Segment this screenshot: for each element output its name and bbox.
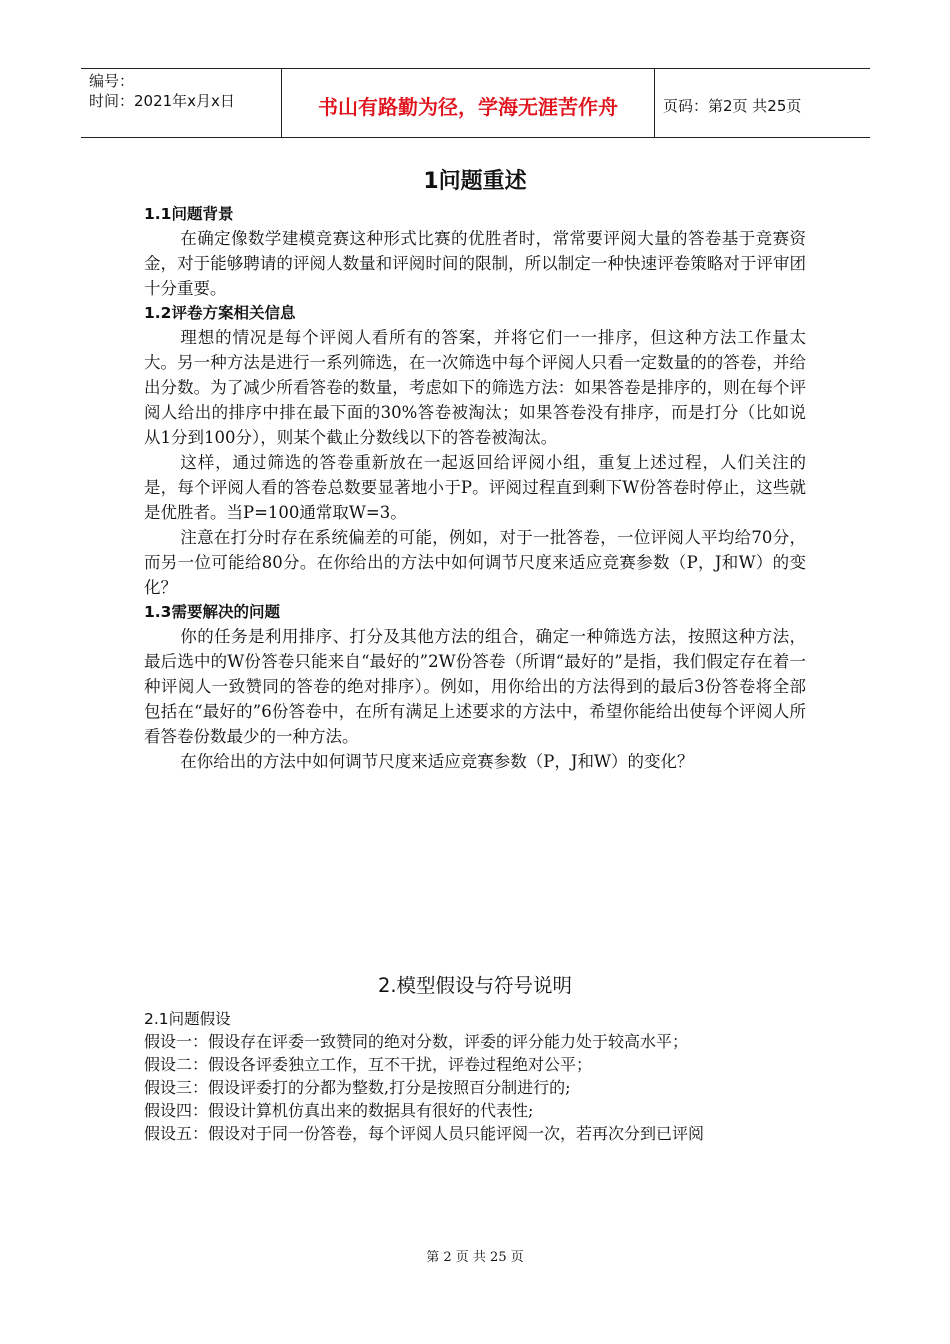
assumption-item: 假设二：假设各评委独立工作，互不干扰，评卷过程绝对公平； [144,1055,593,1074]
assumption-item: 假设一：假设存在评委一致赞同的绝对分数，评委的评分能力处于较高水平； [144,1032,689,1051]
page-footer: 第 2 页 共 25 页 [426,1250,524,1265]
header-motto: 书山有路勤为径，学海无涯苦作舟 [282,69,655,137]
header-page-info: 页码：第2页 共25页 [663,96,802,115]
subsection-1-3-title: 1.3需要解决的问题 [144,603,280,621]
header-meta [81,69,282,137]
page-header [81,68,870,138]
assumption-item: 假设五：假设对于同一份答卷，每个评阅人员只能评阅一次，若再次分到已评阅 [144,1124,705,1143]
paragraph: 理想的情况是每个评阅人看所有的答案，并将它们一一排序，但这种方法工作量太大。另一种方法是进行一系列筛选，在一次筛选中每个评阅人只看一定数量的的答卷，并给出分数。为了减少所看答卷的数量，考虑如下的筛选方法：如果答卷是排序的，则在每个评阅人给出的排序中排在最下面的30%答卷被淘汰；如果答卷没有排序，而是打分（比如说从1分到100分），则某个截止分数线以下的答卷被淘汰。 [144,328,806,447]
paragraph: 注意在打分时存在系统偏差的可能，例如，对于一批答卷，一位评阅人平均给70分，而另一位可能给80分。在你给出的方法中如何调节尺度来适应竞赛参数（P，J和W）的变化？ [144,528,806,597]
subsection-2-1-title: 2.1问题假设 [144,1010,231,1028]
section1-title: 1问题重述 [423,169,527,194]
subsection-1-2-title: 1.2评卷方案相关信息 [144,304,296,322]
document-body [144,162,806,1145]
paragraph: 你的任务是利用排序、打分及其他方法的组合，确定一种筛选方法，按照这种方法，最后选中的W份答卷只能来自“最好的”2W份答卷（所谓“最好的”是指，我们假定存在着一种评阅人一致赞同的答卷的绝对排序）。例如，用你给出的方法得到的最后3份答卷将全部包括在“最好的”6份答卷中，在所有满足上述要求的方法中，希望你能给出使每个评阅人所看答卷份数最少的一种方法。 [144,627,806,746]
time-label: 时间：2021年x月x日 [89,92,235,110]
paragraph: 在你给出的方法中如何调节尺度来适应竞赛参数（P，J和W）的变化？ [180,752,694,771]
assumption-item: 假设三：假设评委打的分都为整数,打分是按照百分制进行的; [144,1078,571,1097]
paragraph: 这样，通过筛选的答卷重新放在一起返回给评阅小组，重复上述过程，人们关注的是，每个评阅人看的答卷总数要显著地小于P。评阅过程直到剩下W份答卷时停止，这些就是优胜者。当P=100通常取W=3。 [144,453,806,522]
paragraph: 在确定像数学建模竞赛这种形式比赛的优胜者时，常常要评阅大量的答卷基于竞赛资金，对于能够聘请的评阅人数量和评阅时间的限制，所以制定一种快速评卷策略对于评审团十分重要。 [144,229,806,298]
assumption-item: 假设四：假设计算机仿真出来的数据具有很好的代表性; [144,1101,534,1120]
subsection-1-1-title: 1.1问题背景 [144,205,234,223]
number-label: 编号： [89,72,135,90]
section2-title: 2.模型假设与符号说明 [377,974,573,997]
blank-space [144,774,806,970]
